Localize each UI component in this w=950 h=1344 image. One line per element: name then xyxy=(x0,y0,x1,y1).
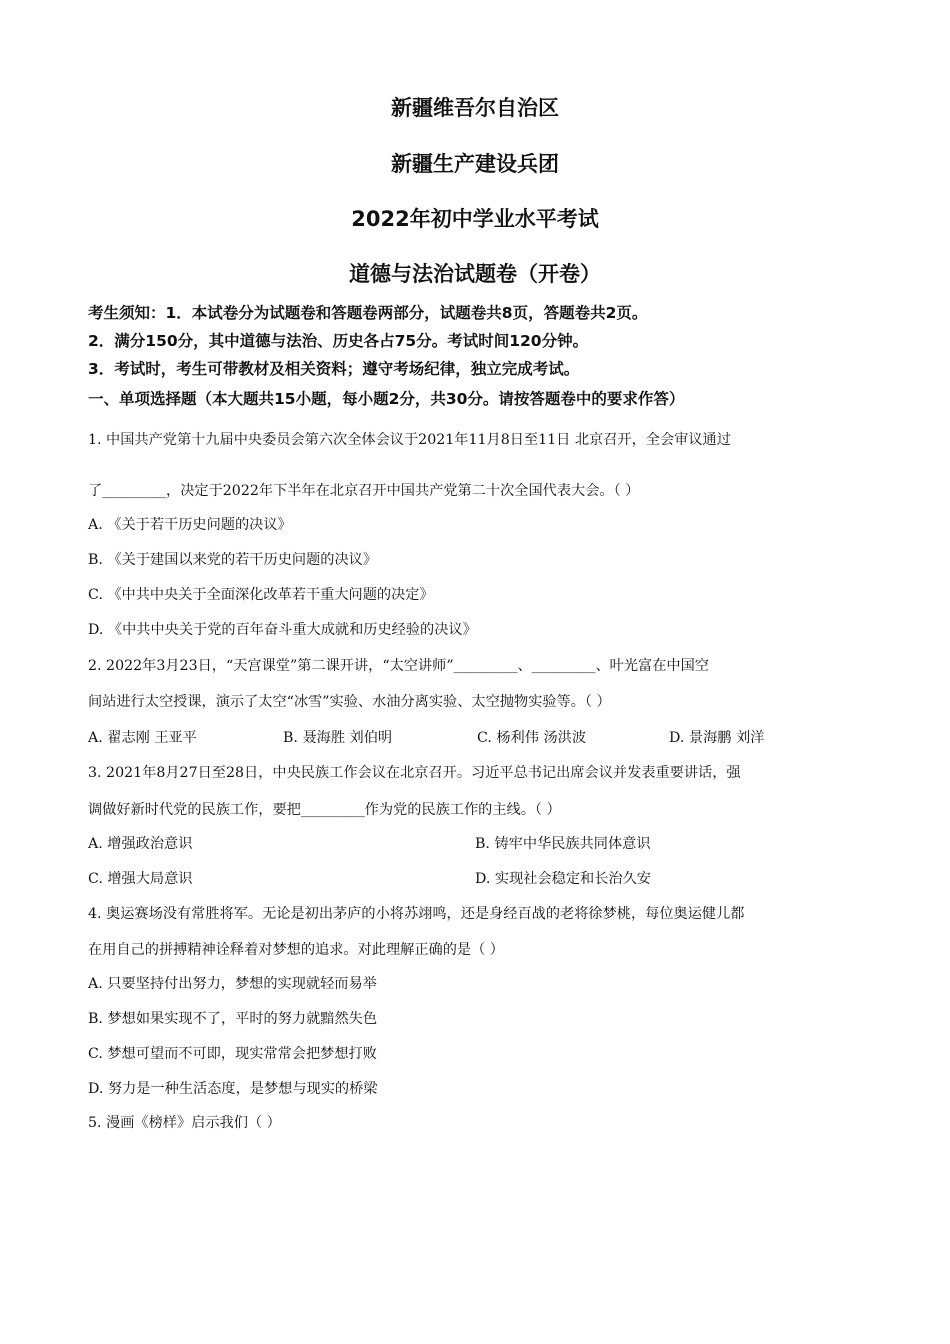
q4-stem-line-2: 在用自己的拼搏精神诠释着对梦想的追求。对此理解正确的是（ ） xyxy=(88,942,504,958)
q3-option-c: C. 增强大局意识 xyxy=(88,871,193,887)
q3-option-b: B. 铸牢中华民族共同体意识 xyxy=(475,836,651,852)
q3-option-d: D. 实现社会稳定和长治久安 xyxy=(475,871,651,887)
q4-option-a: A. 只要坚持付出努力，梦想的实现就轻而易举 xyxy=(88,976,377,992)
q1-option-d: D. 《中共中央关于党的百年奋斗重大成就和历史经验的决议》 xyxy=(88,622,477,638)
section-heading: 一、单项选择题（本大题共15小题，每小题2分，共30分。请按答题卷中的要求作答） xyxy=(88,390,685,408)
q1-option-b: B. 《关于建国以来党的若干历史问题的决议》 xyxy=(88,552,378,568)
notice-line-2: 2．满分150分，其中道德与法治、历史各占75分。考试时间120分钟。 xyxy=(88,332,589,350)
notice-line-1: 考生须知：1．本试卷分为试题卷和答题卷两部分，试题卷共8页，答题卷共2页。 xyxy=(88,304,648,322)
q5-stem-line-1: 5. 漫画《榜样》启示我们（ ） xyxy=(88,1115,281,1131)
q3-option-a: A. 增强政治意识 xyxy=(88,836,193,852)
title-region: 新疆维吾尔自治区 xyxy=(391,96,559,120)
title-exam: 2022年初中学业水平考试 xyxy=(351,207,599,231)
q4-option-c: C. 梦想可望而不可即，现实常常会把梦想打败 xyxy=(88,1046,377,1062)
q2-option-d: D. 景海鹏 刘洋 xyxy=(669,730,765,746)
q1-option-c: C. 《中共中央关于全面深化改革若干重大问题的决定》 xyxy=(88,587,434,603)
q3-stem-line-2: 调做好新时代党的民族工作，要把_________作为党的民族工作的主线。（ ） xyxy=(88,802,561,818)
q4-stem-line-1: 4. 奥运赛场没有常胜将军。无论是初出茅庐的小将苏翊鸣，还是身经百战的老将徐梦桃，每位奥运健儿都 xyxy=(88,906,745,922)
q2-stem-line-1: 2. 2022年3月23日，“天宫课堂”第二课开讲，“太空讲师”_________、_________、叶光富在中国空 xyxy=(88,658,709,674)
title-corps: 新疆生产建设兵团 xyxy=(391,152,559,176)
q1-stem-line-1: 1. 中国共产党第十九届中央委员会第六次全体会议于2021年11月8日至11日 北京召开，全会审议通过 xyxy=(88,432,731,448)
q4-option-d: D. 努力是一种生活态度，是梦想与现实的桥梁 xyxy=(88,1081,378,1097)
notice-line-3: 3．考试时，考生可带教材及相关资料；遵守考场纪律，独立完成考试。 xyxy=(88,360,580,378)
q1-stem-line-2: 了_________，决定于2022年下半年在北京召开中国共产党第二十次全国代表大会。（ ） xyxy=(88,483,640,499)
title-subject: 道德与法治试题卷（开卷） xyxy=(349,262,601,286)
q2-option-a: A. 翟志刚 王亚平 xyxy=(88,730,197,746)
q2-stem-line-2: 间站进行太空授课，演示了太空“冰雪”实验、水油分离实验、太空抛物实验等。（ ） xyxy=(88,694,611,710)
q4-option-b: B. 梦想如果实现不了，平时的努力就黯然失色 xyxy=(88,1011,378,1027)
q2-option-c: C. 杨利伟 汤洪波 xyxy=(477,730,587,746)
q2-option-b: B. 聂海胜 刘伯明 xyxy=(283,730,393,746)
q3-stem-line-1: 3. 2021年8月27日至28日，中央民族工作会议在北京召开。习近平总书记出席会议并发表重要讲话，强 xyxy=(88,765,741,781)
q1-option-a: A. 《关于若干历史问题的决议》 xyxy=(88,517,292,533)
